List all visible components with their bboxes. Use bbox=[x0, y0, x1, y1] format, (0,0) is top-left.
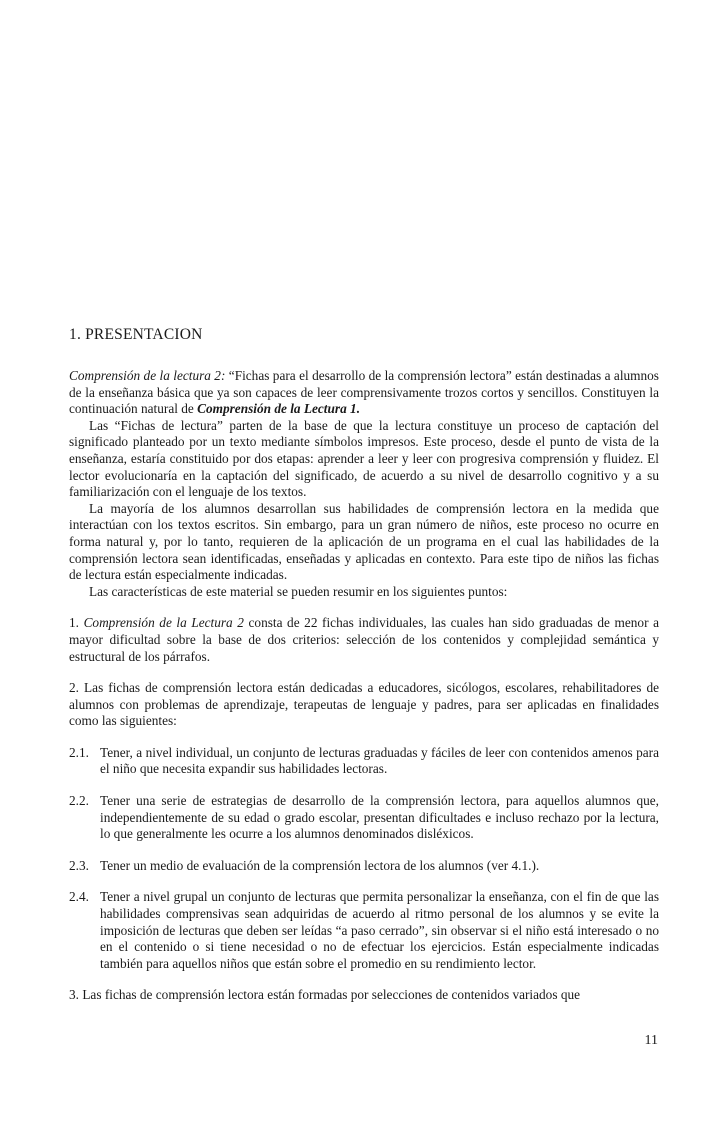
paragraph: Las “Fichas de lectura” parten de la base de que la lectura constituye un proceso de captación del significado planteado por un texto mediante símbolos impresos. Este proceso, desde el punto de vista de la enseñanza, estaría constituido por dos etapas: aprender a leer y leer con progresiva comprensión y fluidez. El lector evolucionaría en la captación del significado, de acuerdo a su nivel de desarrollo cognitivo y a su familiarización con el lenguaje de los textos. bbox=[69, 417, 659, 500]
list-item-number: 2.1. bbox=[69, 744, 89, 760]
list-item bbox=[69, 745, 659, 778]
paragraph-intro bbox=[69, 368, 659, 418]
body-text bbox=[69, 368, 659, 1004]
list-item bbox=[69, 858, 659, 875]
list-item-text: Tener, a nivel individual, un conjunto de lecturas graduadas y fáciles de leer con contenidos amenos para el niño que necesita expandir sus habilidades lectoras. bbox=[100, 744, 659, 777]
list-item-text: Tener a nivel grupal un conjunto de lecturas que permita personalizar la enseñanza, con el fin de que las habilidades comprensivas sean adquiridas de acuerdo al ritmo personal de los alumnos y se evite la imposición de lecturas que deben ser leídas “a paso cerrado”, sin observar si el niño está interesado o no en el contenido o si tiene necesidad o no de efectuar los ejercicios. Están especialmente indicadas también para aquellos niños que están sobre el promedio en su rendimiento lector. bbox=[100, 889, 659, 971]
book-title: Comprensión de la lectura 2: bbox=[69, 368, 226, 383]
page-number: 11 bbox=[644, 1033, 658, 1048]
list-item-number: 3. bbox=[69, 987, 79, 1003]
list-item-number: 1. bbox=[69, 615, 79, 631]
list-item-text: Las fichas de comprensión lectora están dedicadas a educadores, sicólogos, escolares, rehabilitadores de alumnos con problemas de aprendizaje, terapeutas de lenguaje y padres, para ser aplicadas en finalidades como las siguientes: bbox=[69, 680, 660, 729]
list-item-text: Tener un medio de evaluación de la comprensión lectora de los alumnos (ver 4.1.). bbox=[100, 857, 540, 873]
book-reference: Comprensión de la Lectura 1. bbox=[197, 401, 361, 417]
section-heading: 1. PRESENTACION bbox=[69, 326, 203, 343]
list-item bbox=[69, 615, 659, 665]
list-item-number: 2. bbox=[69, 680, 79, 696]
list-item-text: Las fichas de comprensión lectora están formadas por selecciones de contenidos variados que bbox=[82, 987, 581, 1003]
paragraph: Las características de este material se pueden resumir en los siguientes puntos: bbox=[89, 583, 508, 599]
paragraph: La mayoría de los alumnos desarrollan sus habilidades de comprensión lectora en la medida que interactúan con los textos escritos. Sin embargo, para un gran número de niños, este proceso no ocurre en forma natural y, por lo tanto, requieren de la aplicación de un programa en el cual las habilidades de la comprensión lectora sean identificadas, enseñadas y aplicadas en contexto. Para este tipo de niños las fichas de lectura están especialmente indicadas. bbox=[69, 500, 659, 583]
list-item bbox=[69, 889, 659, 972]
list-item bbox=[69, 987, 659, 1004]
list-item-number: 2.4. bbox=[69, 889, 89, 905]
list-item bbox=[69, 793, 659, 843]
list-item bbox=[69, 680, 659, 730]
paragraph-text: “Fichas para el desarrollo de la comprensión lectora” están destinadas a alumnos de la enseñanza básica que ya son capaces de leer comprensivamente trozos cortos y sencillos. Constituyen la continuación natural de bbox=[69, 368, 659, 417]
list-item-number: 2.2. bbox=[69, 793, 89, 809]
book-title: Comprensión de la Lectura 2 bbox=[83, 615, 244, 631]
list-item-number: 2.3. bbox=[69, 857, 89, 873]
list-item-text: Tener una serie de estrategias de desarrollo de la comprensión lectora, para aquellos alumnos que, independientemente de su edad o grado escolar, presentan dificultades e incluso rechazo por la lectura, lo que generalmente les ocurre a los alumnos denominados disléxicos. bbox=[100, 793, 659, 842]
list-item-text: consta de 22 fichas individuales, las cuales han sido graduadas de menor a mayor dificultad sobre la base de dos criterios: selección de los contenidos y complejidad semántica y estructural de los párrafos. bbox=[69, 615, 659, 664]
